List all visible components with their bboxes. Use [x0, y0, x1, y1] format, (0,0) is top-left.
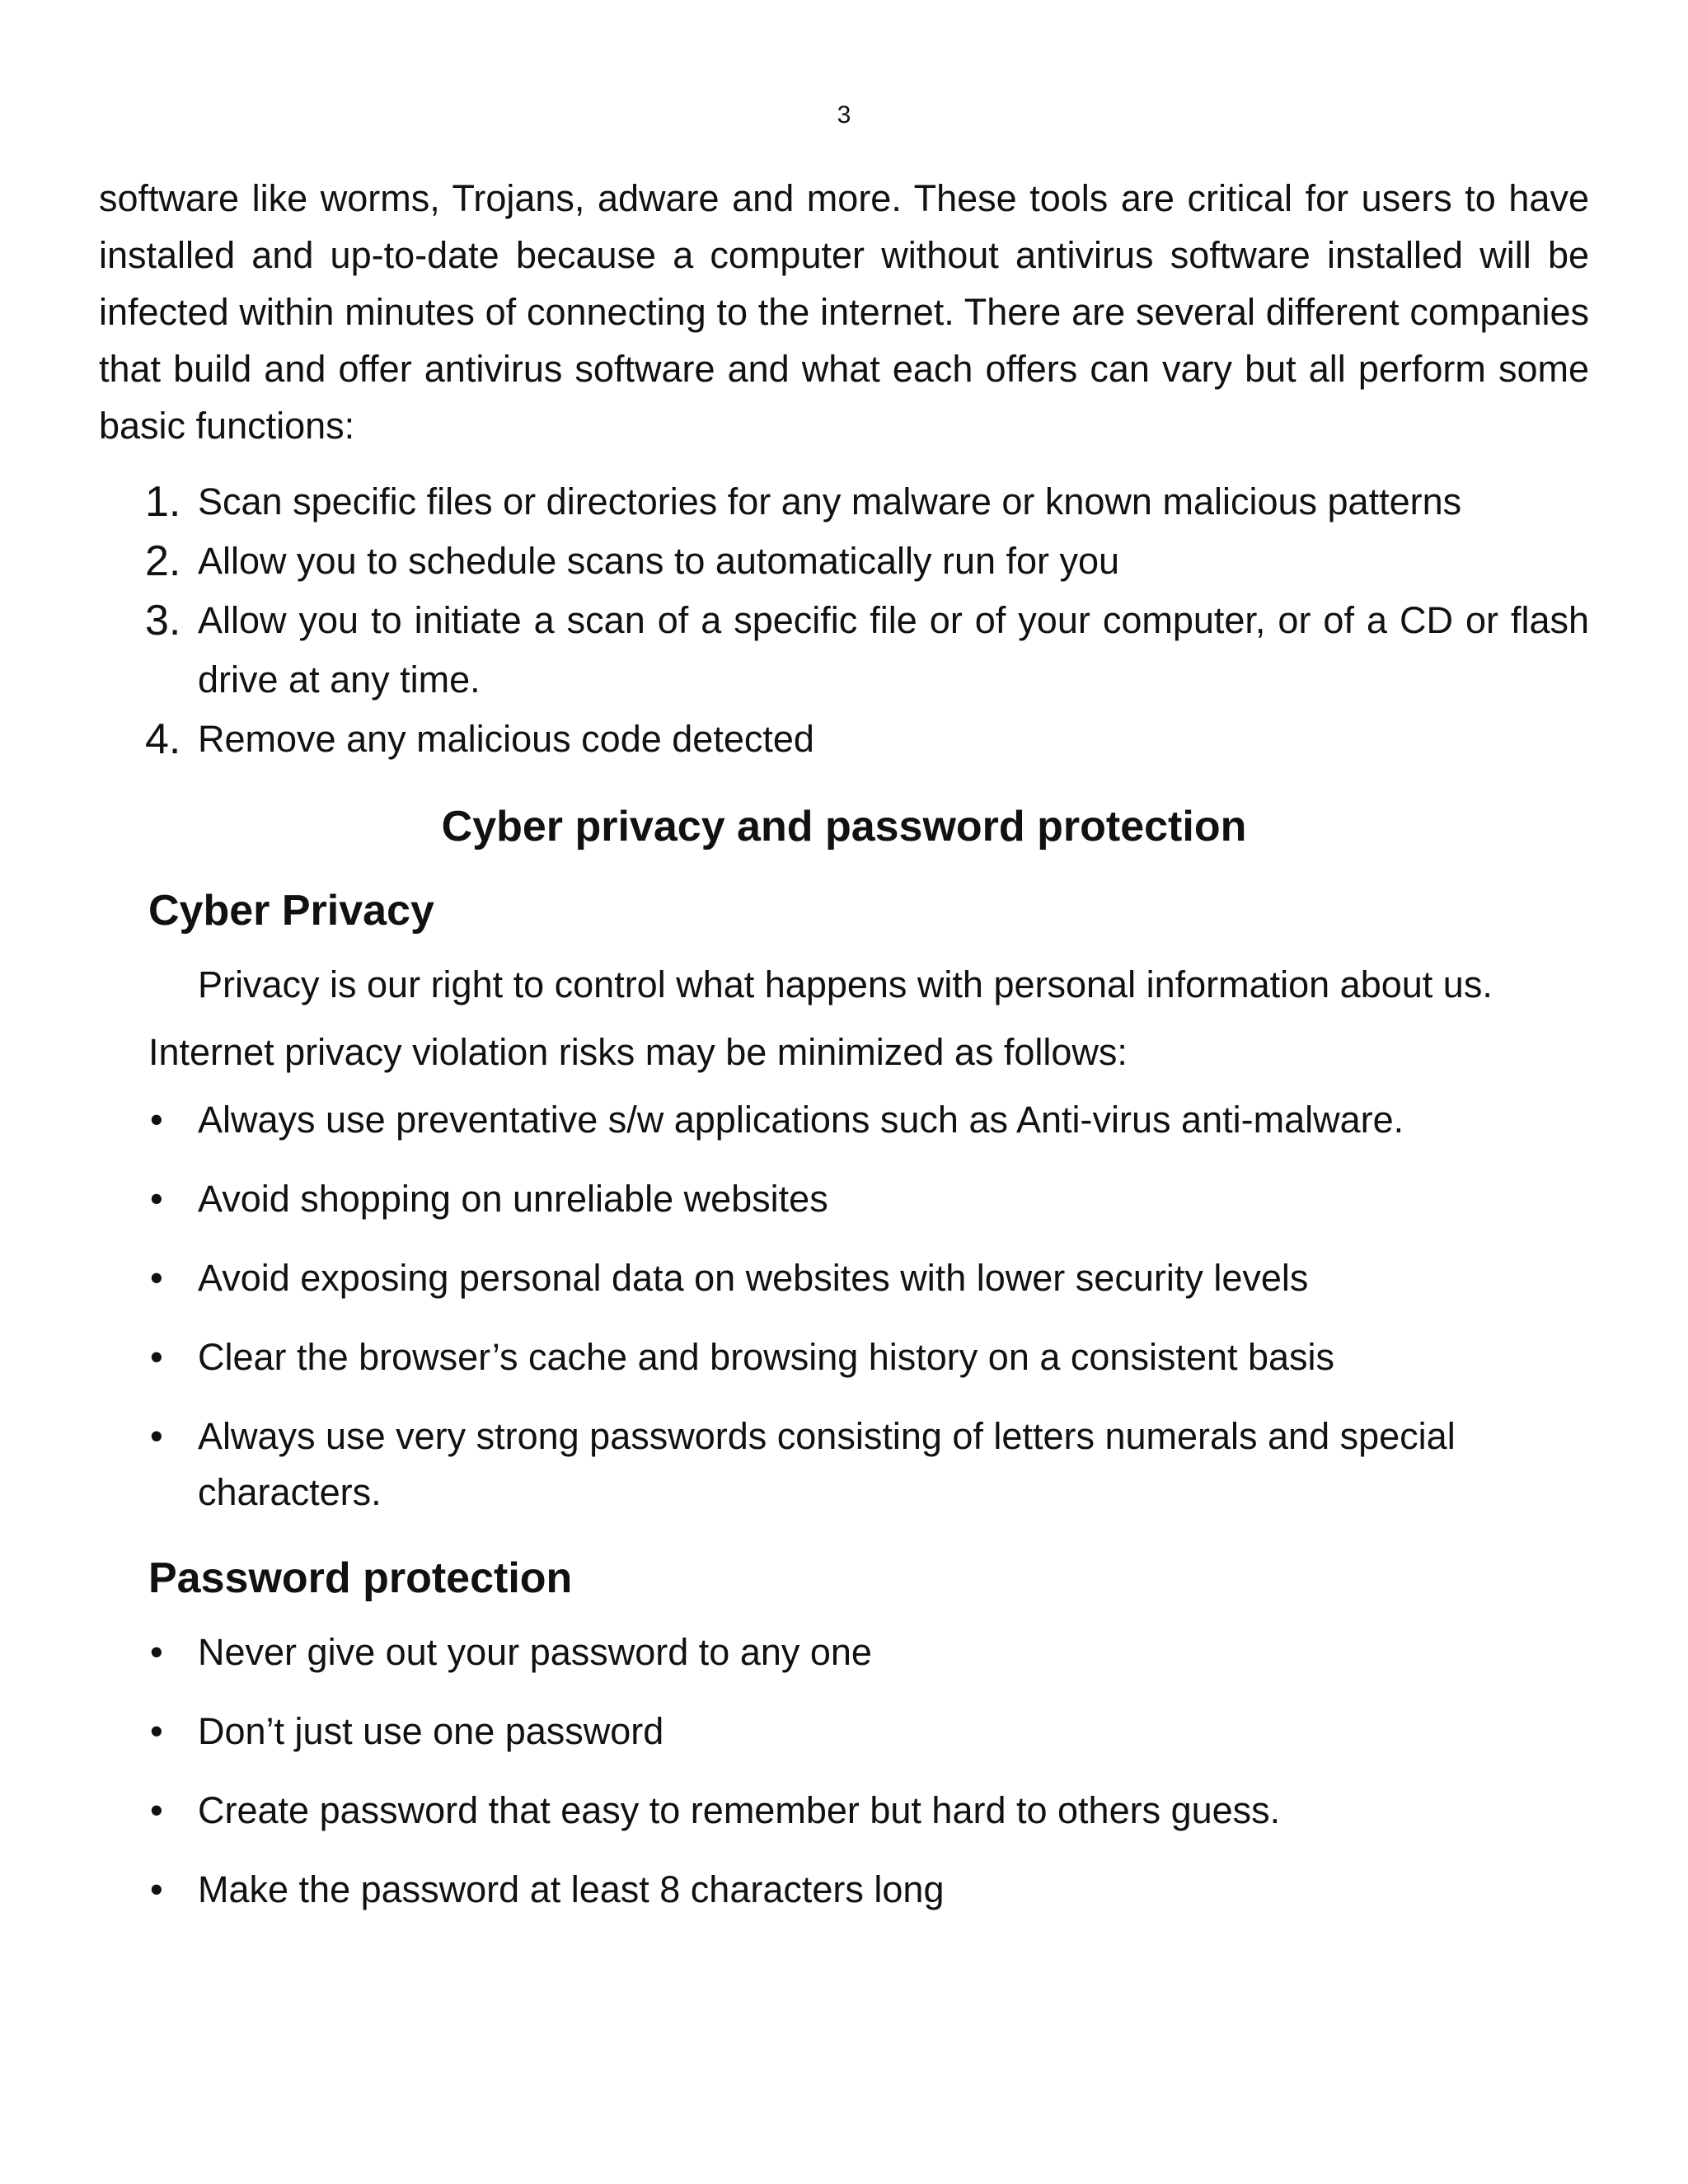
- list-item: [99, 1862, 1589, 1918]
- password-tips-list: [99, 1624, 1589, 1918]
- list-item: [99, 1704, 1589, 1760]
- list-item-text: Always use preventative s/w applications such as Anti-virus anti-malware.: [198, 1099, 1404, 1141]
- list-item-text: Always use very strong passwords consisting of letters numerals and special characters.: [198, 1415, 1456, 1513]
- page-number: 3: [837, 101, 851, 129]
- privacy-definition: Privacy is our right to control what happens with personal information about us.: [198, 963, 1493, 1005]
- list-number: 4.: [145, 715, 181, 763]
- intro-paragraph: software like worms, Trojans, adware and more. These tools are critical for users to have installed and up-to-date because a computer without antivirus software installed will be infected within minutes of connecting to the internet. There are several different companies that build and offer antivirus software and what each offers can vary but all perform some basic functions:: [99, 177, 1589, 447]
- list-item: [99, 1250, 1589, 1306]
- privacy-lead-text: Internet privacy violation risks may be minimized as follows:: [148, 1031, 1128, 1073]
- list-item: [99, 710, 1589, 769]
- bullet-icon: •: [150, 1631, 163, 1673]
- list-item-text: Make the password at least 8 characters long: [198, 1868, 945, 1910]
- list-item-text: Create password that easy to remember but hard to others guess.: [198, 1789, 1281, 1831]
- list-item-text: Avoid exposing personal data on websites with lower security levels: [198, 1257, 1309, 1299]
- bullet-icon: •: [150, 1257, 163, 1299]
- page-content: [99, 170, 1589, 1941]
- bullet-icon: •: [150, 1415, 163, 1457]
- list-item: [99, 472, 1589, 532]
- list-item-text: Never give out your password to any one: [198, 1631, 872, 1673]
- bullet-icon: •: [150, 1178, 163, 1220]
- list-item: [99, 1092, 1589, 1148]
- list-item: [99, 1171, 1589, 1227]
- bullet-icon: •: [150, 1099, 163, 1141]
- list-item-text: Clear the browser’s cache and browsing history on a consistent basis: [198, 1336, 1335, 1378]
- bullet-icon: •: [150, 1789, 163, 1831]
- list-item-text: Scan specific files or directories for any malware or known malicious patterns: [198, 480, 1462, 523]
- bullet-icon: •: [150, 1868, 163, 1910]
- list-number: 3.: [145, 597, 181, 644]
- list-item: [99, 1329, 1589, 1385]
- privacy-tips-list: [99, 1092, 1589, 1521]
- list-item-text: Allow you to schedule scans to automatically run for you: [198, 540, 1120, 582]
- list-item: [99, 1624, 1589, 1680]
- bullet-icon: •: [150, 1710, 163, 1752]
- cyber-privacy-heading: Cyber Privacy: [148, 887, 434, 935]
- list-number: 1.: [145, 478, 181, 526]
- section-heading: Cyber privacy and password protection: [441, 803, 1247, 851]
- list-item: [99, 591, 1589, 710]
- list-item: [99, 1408, 1589, 1521]
- list-item-text: Allow you to initiate a scan of a specific file or of your computer, or of a CD or flash drive at any time.: [198, 599, 1589, 701]
- list-item: [99, 1783, 1589, 1839]
- list-number: 2.: [145, 537, 181, 585]
- list-item-text: Don’t just use one password: [198, 1710, 664, 1752]
- list-item: [99, 532, 1589, 591]
- list-item-text: Remove any malicious code detected: [198, 718, 814, 760]
- bullet-icon: •: [150, 1336, 163, 1378]
- list-item-text: Avoid shopping on unreliable websites: [198, 1178, 828, 1220]
- antivirus-functions-list: [99, 472, 1589, 769]
- password-protection-heading: Password protection: [148, 1554, 573, 1602]
